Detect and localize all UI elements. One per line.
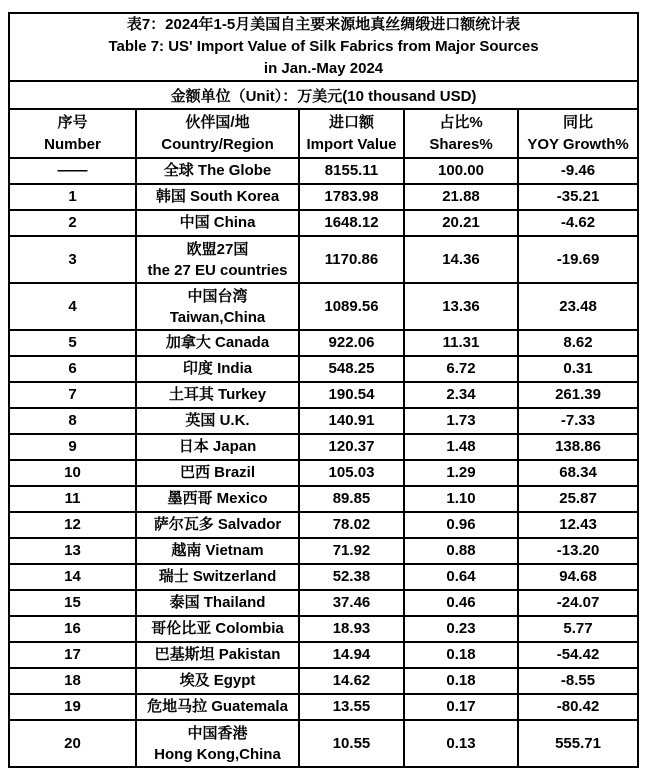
col-header-yoy-zh: 同比 [563,113,594,131]
table-row [9,408,638,434]
row-share-cell: 100.00 [404,158,518,184]
col-header-country-zh: 伙伴国/地 [185,113,250,131]
col-header-number [9,109,136,158]
table-row [9,486,638,512]
row-yoy-cell: 25.87 [518,486,638,512]
row-number-cell: 12 [9,512,136,538]
row-country-cell: 巴基斯坦 Pakistan [136,642,299,668]
row-share-cell: 0.64 [404,564,518,590]
row-number-cell: 11 [9,486,136,512]
table-row [9,283,638,330]
row-import-value-cell: 1170.86 [299,236,404,283]
row-yoy-cell: 261.39 [518,382,638,408]
row-import-value-cell: 78.02 [299,512,404,538]
row-yoy-cell: -24.07 [518,590,638,616]
row-yoy-cell: 138.86 [518,434,638,460]
row-country-cell: 墨西哥 Mexico [136,486,299,512]
row-country-cell: 韩国 South Korea [136,184,299,210]
row-import-value-cell: 190.54 [299,382,404,408]
row-share-cell: 1.48 [404,434,518,460]
row-share-cell: 21.88 [404,184,518,210]
row-share-cell: 0.13 [404,720,518,767]
row-country-cell: 哥伦比亚 Colombia [136,616,299,642]
row-number-cell: 7 [9,382,136,408]
row-yoy-cell: -80.42 [518,694,638,720]
row-import-value-cell: 18.93 [299,616,404,642]
row-number-cell: 19 [9,694,136,720]
row-share-cell: 0.96 [404,512,518,538]
row-yoy-cell: 0.31 [518,356,638,382]
row-number-cell: —— [9,158,136,184]
table-row [9,382,638,408]
row-share-cell: 0.23 [404,616,518,642]
table-row [9,616,638,642]
row-country-cell: 中国香港 Hong Kong,China [136,720,299,767]
row-country-cell: 全球 The Globe [136,158,299,184]
row-yoy-cell: 68.34 [518,460,638,486]
table-row [9,512,638,538]
table-row [9,236,638,283]
row-yoy-cell: -19.69 [518,236,638,283]
row-number-cell: 20 [9,720,136,767]
col-header-shares-en: Shares% [429,135,493,153]
row-country-cell: 巴西 Brazil [136,460,299,486]
row-import-value-cell: 548.25 [299,356,404,382]
row-import-value-cell: 14.94 [299,642,404,668]
header-row [9,109,638,158]
row-import-value-cell: 922.06 [299,330,404,356]
table-row [9,330,638,356]
row-share-cell: 0.18 [404,642,518,668]
row-number-cell: 3 [9,236,136,283]
row-import-value-cell: 10.55 [299,720,404,767]
table-row [9,642,638,668]
row-yoy-cell: 555.71 [518,720,638,767]
row-number-cell: 15 [9,590,136,616]
row-share-cell: 20.21 [404,210,518,236]
col-header-yoy-en: YOY Growth% [527,135,629,153]
row-import-value-cell: 89.85 [299,486,404,512]
row-share-cell: 0.18 [404,668,518,694]
row-import-value-cell: 14.62 [299,668,404,694]
row-country-cell: 埃及 Egypt [136,668,299,694]
row-number-cell: 4 [9,283,136,330]
row-yoy-cell: 5.77 [518,616,638,642]
row-yoy-cell: -13.20 [518,538,638,564]
row-yoy-cell: -54.42 [518,642,638,668]
row-number-cell: 17 [9,642,136,668]
col-header-country [136,109,299,158]
table-row [9,460,638,486]
row-number-cell: 16 [9,616,136,642]
row-import-value-cell: 37.46 [299,590,404,616]
row-share-cell: 1.73 [404,408,518,434]
row-country-cell: 泰国 Thailand [136,590,299,616]
row-import-value-cell: 105.03 [299,460,404,486]
row-number-cell: 10 [9,460,136,486]
row-number-cell: 2 [9,210,136,236]
row-country-cell: 中国 China [136,210,299,236]
row-yoy-cell: 23.48 [518,283,638,330]
row-yoy-cell: 8.62 [518,330,638,356]
table-row [9,564,638,590]
table-title [9,13,638,81]
col-header-country-en: Country/Region [161,135,274,153]
table-row [9,210,638,236]
row-number-cell: 13 [9,538,136,564]
table-title-en-line2: in Jan.-May 2024 [263,60,384,77]
row-country-cell: 危地马拉 Guatemala [136,694,299,720]
row-yoy-cell: -8.55 [518,668,638,694]
row-yoy-cell: -7.33 [518,408,638,434]
table-row [9,720,638,767]
row-import-value-cell: 120.37 [299,434,404,460]
row-import-value-cell: 1648.12 [299,210,404,236]
row-share-cell: 0.17 [404,694,518,720]
row-country-cell: 欧盟27国 the 27 EU countries [136,236,299,283]
import-table [8,12,639,768]
row-share-cell: 6.72 [404,356,518,382]
row-country-cell: 萨尔瓦多 Salvador [136,512,299,538]
row-number-cell: 1 [9,184,136,210]
col-header-import-value [299,109,404,158]
title-row [9,13,638,81]
col-header-import-value-zh: 进口额 [328,113,374,131]
row-number-cell: 5 [9,330,136,356]
row-yoy-cell: -9.46 [518,158,638,184]
table-title-en-line1: Table 7: US' Import Value of Silk Fabrics from Major Sources [108,38,539,55]
col-header-shares-zh: 占比% [439,113,483,131]
row-share-cell: 0.46 [404,590,518,616]
col-header-yoy [518,109,638,158]
col-header-import-value-en: Import Value [306,135,397,153]
row-import-value-cell: 140.91 [299,408,404,434]
row-yoy-cell: 12.43 [518,512,638,538]
row-country-cell: 土耳其 Turkey [136,382,299,408]
col-header-shares [404,109,518,158]
row-import-value-cell: 13.55 [299,694,404,720]
table-row [9,434,638,460]
table-row [9,668,638,694]
row-share-cell: 1.29 [404,460,518,486]
table-row [9,538,638,564]
table-title-zh: 表7：2024年1-5月美国自主要来源地真丝绸缎进口额统计表 [126,16,521,33]
table-row [9,694,638,720]
unit-row [9,81,638,109]
row-number-cell: 6 [9,356,136,382]
row-country-cell: 日本 Japan [136,434,299,460]
table-row [9,184,638,210]
col-header-number-zh: 序号 [57,113,88,131]
row-number-cell: 8 [9,408,136,434]
table-row [9,158,638,184]
col-header-number-en: Number [44,135,101,153]
table-row [9,356,638,382]
row-yoy-cell: 94.68 [518,564,638,590]
row-country-cell: 英国 U.K. [136,408,299,434]
row-share-cell: 11.31 [404,330,518,356]
row-share-cell: 13.36 [404,283,518,330]
table-body [9,13,638,767]
row-country-cell: 瑞士 Switzerland [136,564,299,590]
row-share-cell: 14.36 [404,236,518,283]
row-number-cell: 14 [9,564,136,590]
row-share-cell: 2.34 [404,382,518,408]
row-number-cell: 9 [9,434,136,460]
row-yoy-cell: -35.21 [518,184,638,210]
row-share-cell: 1.10 [404,486,518,512]
unit-note: 金额单位（Unit）：万美元(10 thousand USD) [9,81,638,109]
row-number-cell: 18 [9,668,136,694]
row-yoy-cell: -4.62 [518,210,638,236]
row-country-cell: 印度 India [136,356,299,382]
row-share-cell: 0.88 [404,538,518,564]
row-import-value-cell: 1089.56 [299,283,404,330]
row-import-value-cell: 71.92 [299,538,404,564]
table-row [9,590,638,616]
row-country-cell: 中国台湾 Taiwan,China [136,283,299,330]
row-country-cell: 加拿大 Canada [136,330,299,356]
row-import-value-cell: 8155.11 [299,158,404,184]
row-import-value-cell: 52.38 [299,564,404,590]
row-import-value-cell: 1783.98 [299,184,404,210]
row-country-cell: 越南 Vietnam [136,538,299,564]
